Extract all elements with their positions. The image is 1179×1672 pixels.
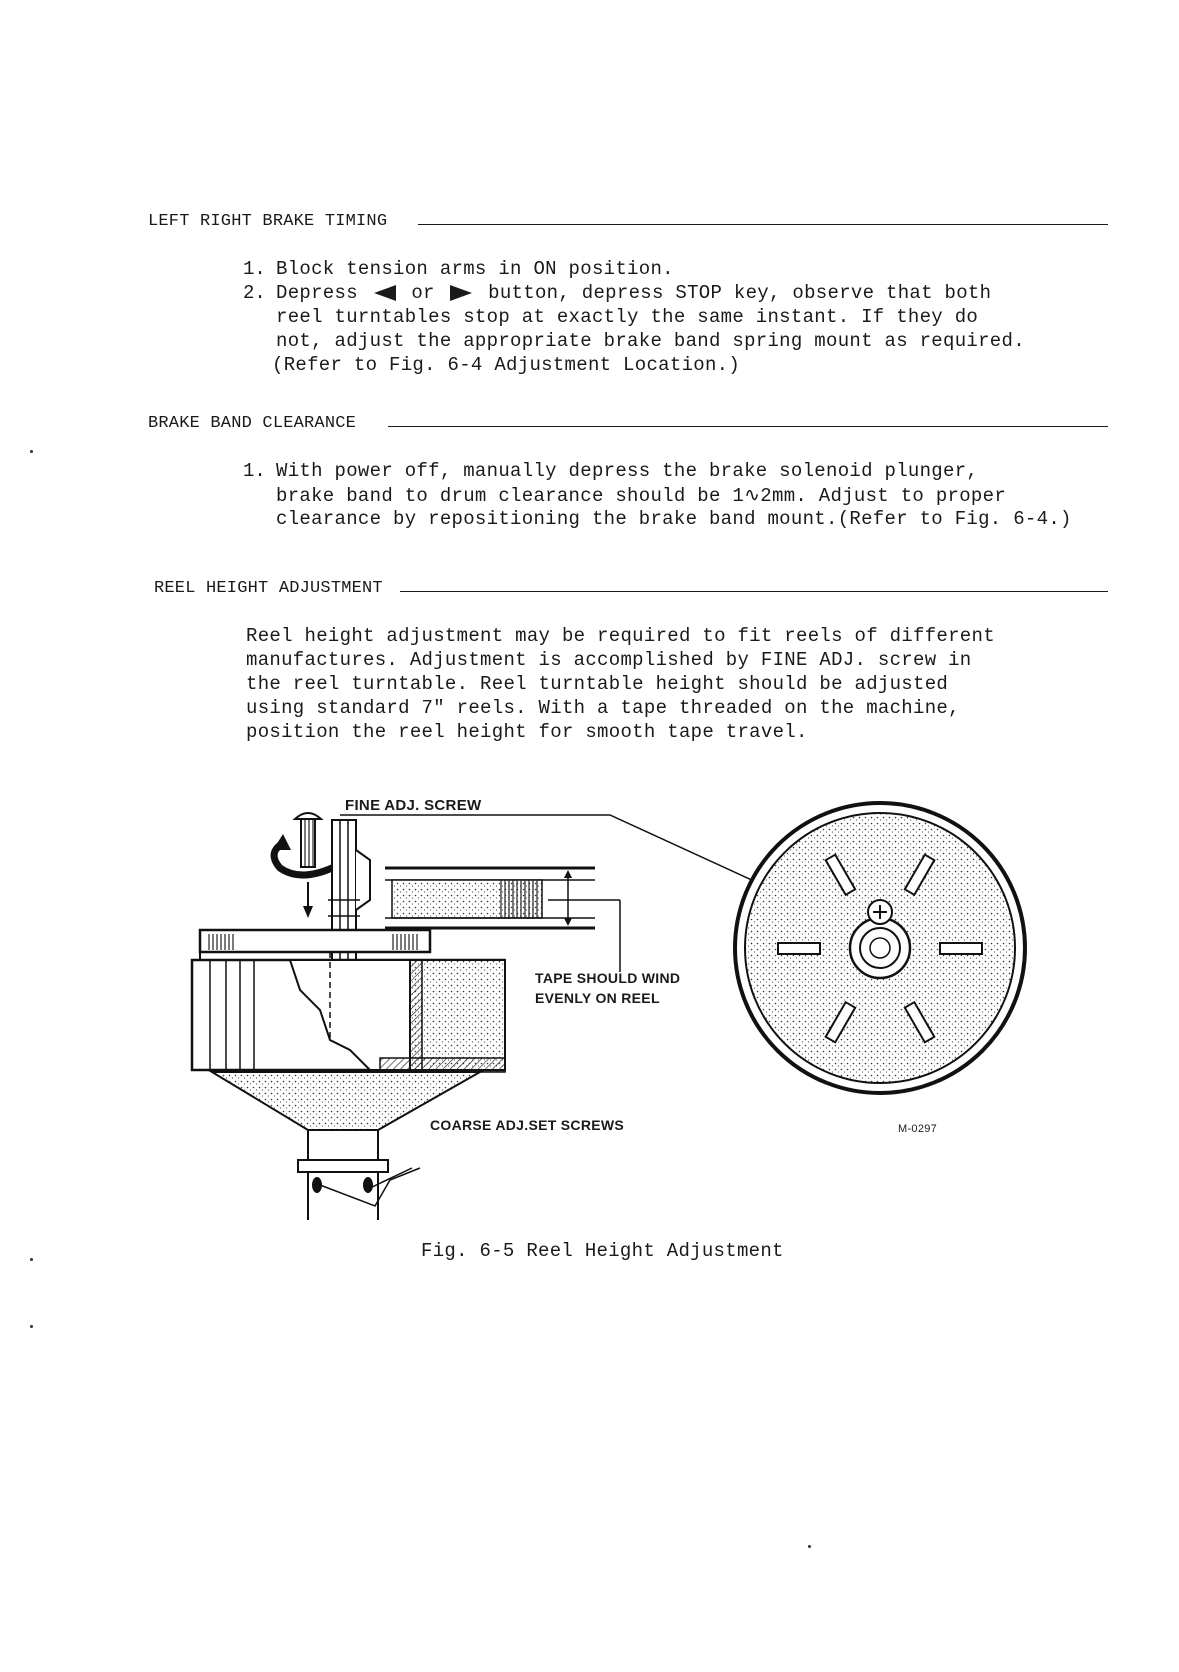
screw-icon <box>295 813 321 867</box>
step-number: 1. <box>243 258 266 280</box>
step-text: reel turntables stop at exactly the same instant. If they do <box>276 306 979 328</box>
step-text: Block tension arms in ON position. <box>276 258 674 280</box>
step-text: With power off, manually depress the brake solenoid plunger, <box>276 460 979 482</box>
section-header-brake-timing <box>148 212 1108 236</box>
paragraph-line: position the reel height for smooth tape travel. <box>246 721 808 743</box>
section-title: REEL HEIGHT ADJUSTMENT <box>154 579 387 598</box>
page-mark <box>808 1545 811 1548</box>
section-header-reel-height <box>148 579 1108 603</box>
step-text: brake band to drum clearance should be 1∿2mm. Adjust to proper <box>276 485 1007 507</box>
page-mark <box>30 450 33 453</box>
section-rule <box>388 426 1108 427</box>
rewind-triangle-icon <box>374 285 396 301</box>
page-mark <box>30 1258 33 1261</box>
figure-code: M-0297 <box>898 1123 938 1135</box>
step-number: 2. <box>243 282 266 304</box>
paragraph-line: the reel turntable. Reel turntable height should be adjusted <box>246 673 949 695</box>
step-number: 1. <box>243 460 266 482</box>
section-header-brake-clearance <box>148 414 1108 438</box>
step-text: Depress <box>276 282 358 304</box>
label-tape-wind-1: TAPE SHOULD WIND <box>535 970 681 986</box>
label-coarse-adj: COARSE ADJ.SET SCREWS <box>430 1117 625 1133</box>
reel-top-view <box>735 803 1025 1093</box>
label-tape-wind-2: EVENLY ON REEL <box>535 990 660 1006</box>
step-text: or <box>411 282 435 304</box>
step-text: clearance by repositioning the brake band mount.(Refer to Fig. 6-4.) <box>276 508 1072 530</box>
section-title: BRAKE BAND CLEARANCE <box>148 414 360 433</box>
step-text: (Refer to Fig. 6-4 Adjustment Location.) <box>272 354 741 376</box>
figure-caption: Fig. 6-5 Reel Height Adjustment <box>421 1240 784 1262</box>
figure-reel-height <box>180 780 1060 1220</box>
step-text: not, adjust the appropriate brake band spring mount as required. <box>276 330 1025 352</box>
section-rule <box>418 224 1108 225</box>
section-title: LEFT RIGHT BRAKE TIMING <box>148 212 391 231</box>
paragraph-line: using standard 7" reels. With a tape threaded on the machine, <box>246 697 960 719</box>
section-rule <box>400 591 1108 592</box>
page-mark <box>30 1325 33 1328</box>
label-fine-adj-screw: FINE ADJ. SCREW <box>345 797 482 814</box>
paragraph-line: Reel height adjustment may be required to fit reels of different <box>246 625 995 647</box>
step-text-line <box>276 282 991 304</box>
paragraph-line: manufactures. Adjustment is accomplished by FINE ADJ. screw in <box>246 649 972 671</box>
step-text: button, depress STOP key, observe that both <box>488 282 992 304</box>
forward-triangle-icon <box>450 285 472 301</box>
